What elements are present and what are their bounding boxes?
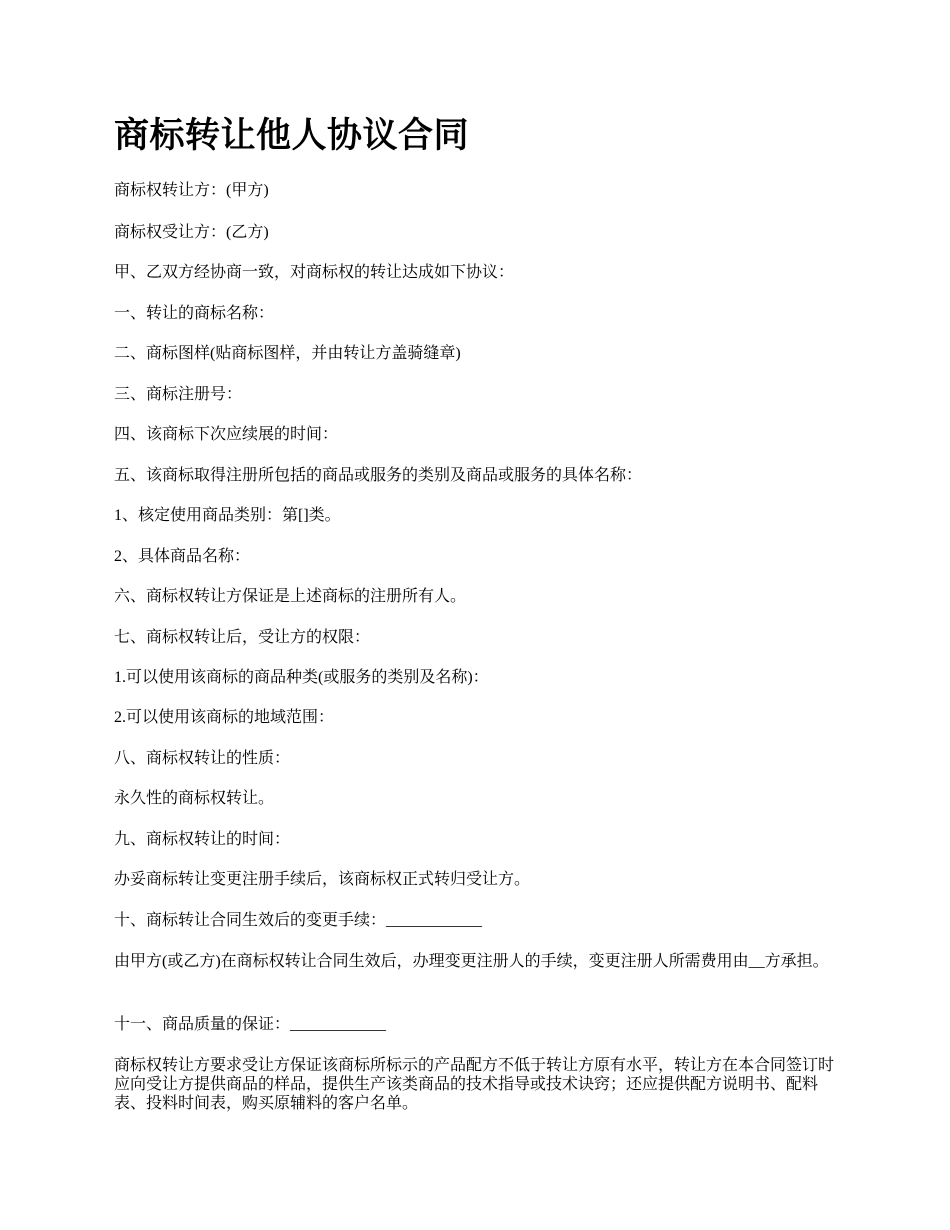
paragraph-section-7-item-1: 1.可以使用该商标的商品种类(或服务的类别及名称)： — [114, 669, 489, 686]
paragraph-section-3: 三、商标注册号： — [114, 386, 243, 403]
paragraph-section-7-item-2: 2.可以使用该商标的地域范围： — [114, 709, 335, 726]
paragraph-section-7: 七、商标权转让后，受让方的权限： — [114, 629, 371, 646]
paragraph-section-4: 四、该商标下次应续展的时间： — [114, 426, 339, 443]
document-title: 商标转让他人协议合同 — [114, 116, 470, 155]
paragraph-section-10-body: 由甲方(或乙方)在商标权转让合同生效后，办理变更注册人的手续，变更注册人所需费用由__方承担。 — [114, 953, 829, 970]
paragraph-agreement-intro: 甲、乙双方经协商一致，对商标权的转让达成如下协议： — [114, 264, 515, 281]
paragraph-section-6: 六、商标权转让方保证是上述商标的注册所有人。 — [114, 588, 467, 605]
paragraph-section-2: 二、商标图样(贴商标图样，并由转让方盖骑缝章) — [114, 345, 461, 362]
paragraph-transferee: 商标权受让方：(乙方) — [114, 224, 269, 241]
paragraph-section-11-body: 商标权转让方要求受让方保证该商标所标示的产品配方不低于转让方原有水平，转让方在本合同签订时应向受让方提供商品的样品，提供生产该类商品的技术指导或技术诀窍；还应提供配方说明书、配料表、投料时间表，购买原辅料的客户名单。 — [114, 1057, 835, 1112]
paragraph-section-5-item-2: 2、具体商品名称： — [114, 548, 251, 565]
paragraph-section-8-body: 永久性的商标权转让。 — [114, 790, 275, 807]
paragraph-section-10: 十、商标转让合同生效后的变更手续：____________ — [114, 912, 483, 929]
paragraph-section-9: 九、商标权转让的时间： — [114, 831, 291, 848]
paragraph-section-1: 一、转让的商标名称： — [114, 305, 275, 322]
paragraph-section-5: 五、该商标取得注册所包括的商品或服务的类别及商品或服务的具体名称： — [114, 467, 643, 484]
paragraph-section-8: 八、商标权转让的性质： — [114, 750, 291, 767]
paragraph-section-9-body: 办妥商标转让变更注册手续后，该商标权正式转归受让方。 — [114, 871, 531, 888]
paragraph-section-5-item-1: 1、核定使用商品类别：第[]类。 — [114, 507, 341, 524]
paragraph-section-11: 十一、商品质量的保证：____________ — [114, 1016, 387, 1033]
paragraph-transferor: 商标权转让方：(甲方) — [114, 182, 269, 199]
